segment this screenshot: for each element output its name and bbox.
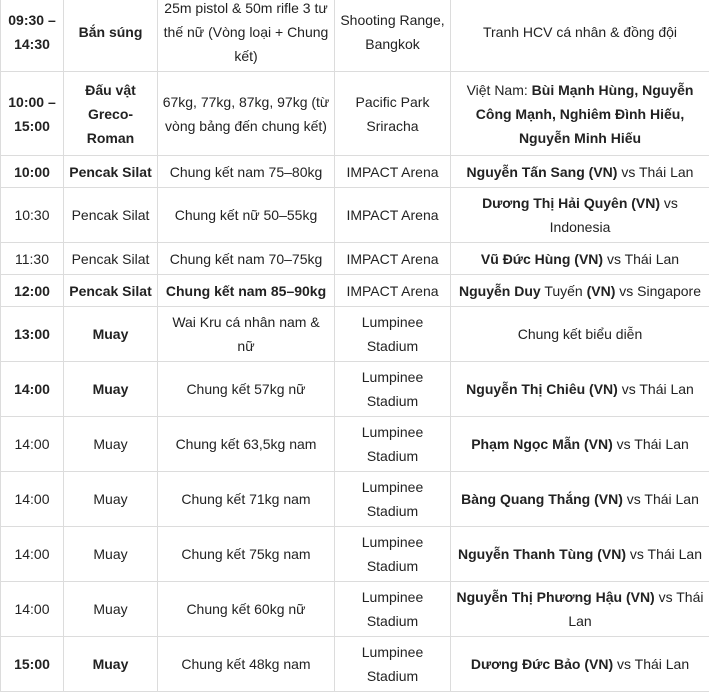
event-cell: Chung kết nữ 50–55kg: [158, 188, 335, 243]
details-cell: [451, 156, 709, 188]
event-cell: Chung kết 75kg nam: [158, 527, 335, 582]
details-cell: [451, 637, 709, 692]
sport-cell: Đấu vật Greco-Roman: [64, 72, 158, 156]
athlete-name: Nguyễn Thị Phương Hậu (VN): [457, 589, 655, 605]
athlete-name: Bùi Mạnh Hùng, Nguyễn Công Mạnh, Nghiêm Đình Hiếu, Nguyễn Minh Hiếu: [476, 82, 694, 146]
event-cell: Chung kết nam 85–90kg: [158, 275, 335, 307]
athlete-name: Dương Thị Hải Quyên (VN): [482, 195, 660, 211]
details-text: Việt Nam:: [467, 82, 532, 98]
details-text: vs Thái Lan: [617, 164, 693, 180]
venue-cell: IMPACT Arena: [335, 156, 451, 188]
venue-cell: Lumpinee Stadium: [335, 417, 451, 472]
details-cell: [451, 275, 709, 307]
details-text: vs Thái Lan: [568, 589, 703, 629]
athlete-name: Dương Đức Bảo (VN): [471, 656, 613, 672]
event-cell: Chung kết 48kg nam: [158, 637, 335, 692]
table-row: [1, 72, 709, 156]
table-row: [1, 0, 709, 72]
sport-cell: Pencak Silat: [64, 243, 158, 275]
details-cell: [451, 417, 709, 472]
table-row: [1, 582, 709, 637]
athlete-name: Nguyễn Duy: [459, 283, 541, 299]
athlete-name: Nguyễn Thanh Tùng (VN): [458, 546, 626, 562]
sport-cell: Bắn súng: [64, 0, 158, 72]
time-cell: 14:00: [1, 582, 64, 637]
time-cell: 14:00: [1, 417, 64, 472]
time-cell: 09:30 – 14:30: [1, 0, 64, 72]
venue-cell: Lumpinee Stadium: [335, 582, 451, 637]
details-text: vs Singapore: [615, 283, 701, 299]
sport-cell: Pencak Silat: [64, 156, 158, 188]
details-cell: [451, 0, 709, 72]
sport-cell: Muay: [64, 527, 158, 582]
details-text: Tuyến: [541, 283, 587, 299]
time-cell: 10:00: [1, 156, 64, 188]
venue-cell: IMPACT Arena: [335, 243, 451, 275]
time-cell: 12:00: [1, 275, 64, 307]
event-cell: Chung kết nam 70–75kg: [158, 243, 335, 275]
schedule-body: [1, 0, 709, 692]
sport-cell: Muay: [64, 582, 158, 637]
details-text: vs Thái Lan: [618, 381, 694, 397]
time-cell: 14:00: [1, 527, 64, 582]
time-cell: 13:00: [1, 307, 64, 362]
details-text: vs Thái Lan: [613, 436, 689, 452]
athlete-name: Nguyễn Thị Chiêu (VN): [466, 381, 618, 397]
table-row: [1, 275, 709, 307]
event-cell: Chung kết 71kg nam: [158, 472, 335, 527]
details-cell: [451, 188, 709, 243]
time-cell: 14:00: [1, 362, 64, 417]
sport-cell: Muay: [64, 362, 158, 417]
venue-cell: Lumpinee Stadium: [335, 307, 451, 362]
event-cell: 67kg, 77kg, 87kg, 97kg (từ vòng bảng đến chung kết): [158, 72, 335, 156]
sport-cell: Muay: [64, 417, 158, 472]
athlete-name: (VN): [587, 283, 616, 299]
sport-cell: Muay: [64, 472, 158, 527]
event-cell: 25m pistol & 50m rifle 3 tư thế nữ (Vòng loại + Chung kết): [158, 0, 335, 72]
event-cell: Wai Kru cá nhân nam & nữ: [158, 307, 335, 362]
table-row: [1, 362, 709, 417]
time-cell: 10:00 – 15:00: [1, 72, 64, 156]
venue-cell: Lumpinee Stadium: [335, 527, 451, 582]
sport-cell: Muay: [64, 637, 158, 692]
table-row: [1, 637, 709, 692]
table-row: [1, 156, 709, 188]
table-row: [1, 243, 709, 275]
details-text: Chung kết biểu diễn: [518, 326, 643, 342]
table-row: [1, 307, 709, 362]
venue-cell: Lumpinee Stadium: [335, 362, 451, 417]
details-cell: [451, 472, 709, 527]
event-cell: Chung kết 57kg nữ: [158, 362, 335, 417]
venue-cell: Lumpinee Stadium: [335, 472, 451, 527]
details-text: vs Thái Lan: [603, 251, 679, 267]
sport-cell: Muay: [64, 307, 158, 362]
details-cell: [451, 527, 709, 582]
details-cell: [451, 582, 709, 637]
time-cell: 10:30: [1, 188, 64, 243]
table-row: [1, 188, 709, 243]
event-cell: Chung kết 63,5kg nam: [158, 417, 335, 472]
table-row: [1, 417, 709, 472]
venue-cell: IMPACT Arena: [335, 275, 451, 307]
details-text: vs Indonesia: [550, 195, 678, 235]
venue-cell: Shooting Range, Bangkok: [335, 0, 451, 72]
time-cell: 11:30: [1, 243, 64, 275]
table-row: [1, 472, 709, 527]
sport-cell: Pencak Silat: [64, 188, 158, 243]
venue-cell: Lumpinee Stadium: [335, 637, 451, 692]
athlete-name: Nguyễn Tấn Sang (VN): [467, 164, 618, 180]
athlete-name: Vũ Đức Hùng (VN): [481, 251, 603, 267]
event-cell: Chung kết nam 75–80kg: [158, 156, 335, 188]
details-text: vs Thái Lan: [626, 546, 702, 562]
details-text: vs Thái Lan: [623, 491, 699, 507]
venue-cell: IMPACT Arena: [335, 188, 451, 243]
athlete-name: Phạm Ngọc Mẫn (VN): [471, 436, 613, 452]
event-cell: Chung kết 60kg nữ: [158, 582, 335, 637]
table-row: [1, 527, 709, 582]
athlete-name: Bàng Quang Thắng (VN): [461, 491, 623, 507]
details-text: vs Thái Lan: [613, 656, 689, 672]
time-cell: 15:00: [1, 637, 64, 692]
details-cell: [451, 307, 709, 362]
time-cell: 14:00: [1, 472, 64, 527]
sport-cell: Pencak Silat: [64, 275, 158, 307]
details-cell: [451, 362, 709, 417]
details-cell: [451, 243, 709, 275]
details-cell: [451, 72, 709, 156]
details-text: Tranh HCV cá nhân & đồng đội: [483, 24, 677, 40]
venue-cell: Pacific Park Sriracha: [335, 72, 451, 156]
